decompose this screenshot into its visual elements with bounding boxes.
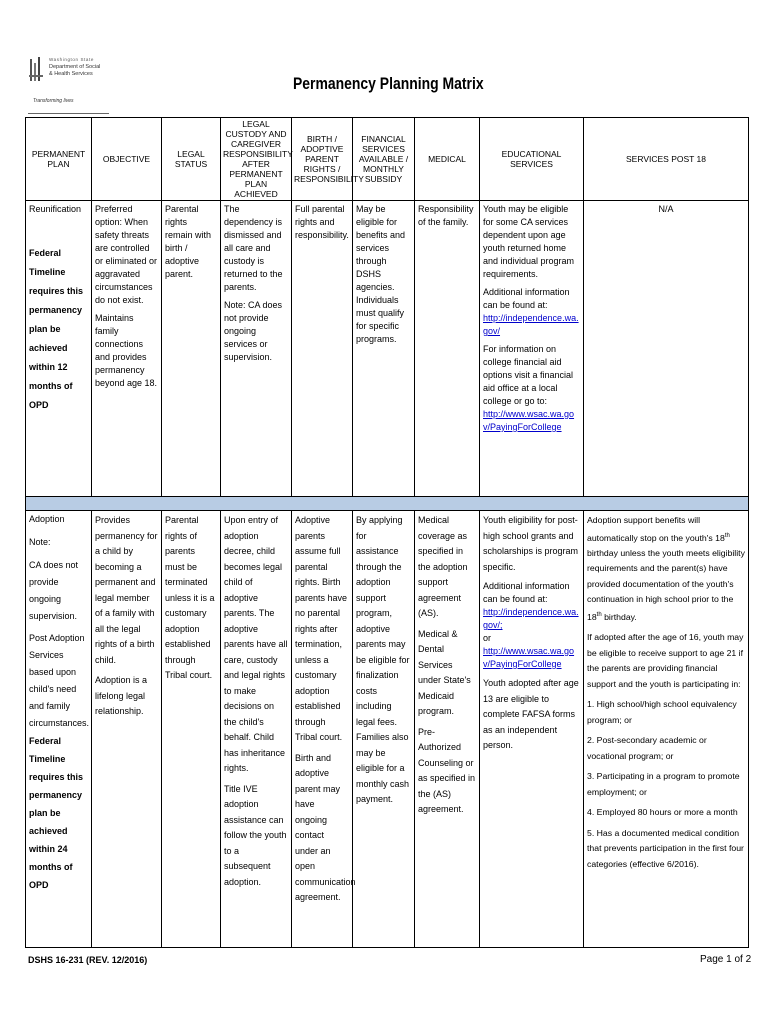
post18-list-item: 1. High school/high school equivalency program; or [587, 699, 737, 725]
post18-list-item: 2. Post-secondary academic or vocational program; or [587, 735, 707, 761]
independence-link[interactable]: http://independence.wa.gov/ [483, 313, 579, 336]
plan-name: Adoption [29, 514, 65, 524]
education-text: Youth eligibility for post-high school grants and scholarships is program specific. [483, 515, 579, 572]
objective-text: Adoption is a lifelong legal relationship. [95, 675, 148, 716]
custody-text: Title IVE adoption assistance can follow the youth to a subsequent adoption. [224, 783, 287, 887]
post18-text: Adoption support benefits will automatically stop on the youth's 18th birthday unless the youth meets eligibility requirements and the parent(s) have provided documentation of the youth's continuation in high school prior to the 18th birthday. [587, 515, 745, 622]
post18-text: If adopted after the age of 16, youth may be eligible to receive support to age 21 if the parents are providing financial support and the youth is participating in: [587, 632, 744, 689]
separator-band [26, 497, 749, 511]
logo-tagline: Transforming lives [33, 98, 74, 104]
cell-education [480, 511, 584, 948]
plan-note-label: Note: [29, 537, 51, 547]
cell-post18 [584, 511, 749, 948]
col-header-objective: OBJECTIVE [92, 118, 162, 201]
post18-list-item: 3. Participating in a program to promote employment; or [587, 771, 740, 797]
cell-legal-status: Parental rights remain with birth / adoptive parent. [162, 201, 221, 497]
logo-state: Washington State [49, 57, 94, 62]
plan-timeline-note: Federal Timeline requires this permanency plan be achieved within 24 months of OPD [29, 736, 84, 890]
permanency-matrix-table [25, 117, 749, 948]
post18-list-item: 4. Employed 80 hours or more a month [587, 807, 738, 818]
header-row [26, 118, 749, 201]
logo-divider [28, 113, 109, 114]
row-separator [26, 497, 749, 511]
custody-text: The dependency is dismissed and all care and custody is returned to the parents. [224, 204, 283, 292]
custody-note: Note: CA does not provide ongoing services or supervision. [224, 300, 283, 362]
col-header-financial: FINANCIAL SERVICES AVAILABLE / MONTHLY SUBSIDY [353, 118, 415, 201]
cell-post18: N/A [584, 201, 749, 497]
logo-dept [49, 64, 109, 77]
plan-text: Post Adoption Services based upon child's need and family circumstances. [29, 633, 90, 728]
cell-objective [92, 511, 162, 948]
education-text: Additional information can be found at: [483, 581, 570, 604]
col-header-post18: SERVICES POST 18 [584, 118, 749, 201]
cell-parent-rights [292, 511, 356, 948]
page-number: Page 1 of 2 [700, 954, 752, 965]
cell-plan [26, 511, 92, 948]
cell-financial: May be eligible for benefits and services through DSHS agencies. Individuals must qualify for specific programs. [353, 201, 415, 497]
table-row-adoption [26, 511, 749, 948]
education-or: or [483, 633, 492, 643]
post18-list-item: 5. Has a documented medical condition that prevents participation in the first four categories (effective 6/2016). [587, 827, 744, 869]
paying-for-college-link[interactable]: http://www.wsac.wa.gov/PayingForCollege [483, 409, 575, 432]
medical-text: Medical coverage as specified in the adoption support agreement (AS). [418, 515, 468, 618]
plan-text: CA does not provide ongoing supervision. [29, 560, 79, 621]
education-text: Additional information can be found at: [483, 287, 570, 310]
form-number: DSHS 16-231 (REV. 12/2016) [28, 955, 148, 965]
cell-objective [92, 201, 162, 497]
col-header-medical: MEDICAL [415, 118, 480, 201]
parent-rights-text: Birth and adoptive parent may have ongoing contact under an open communication agreement. [295, 752, 356, 902]
cell-custody [221, 511, 292, 948]
objective-text: Maintains family connections and provides permanency beyond age 18. [95, 313, 158, 388]
table-row-reunification [26, 201, 749, 497]
page-title: Permanency Planning Matrix [293, 74, 484, 93]
col-header-parent-rights: BIRTH / ADOPTIVE PARENT RIGHTS / RESPONSIBILITY [292, 118, 353, 201]
plan-name: Reunification [29, 204, 82, 214]
medical-text: Medical & Dental Services under State's Medicaid program. [418, 628, 471, 716]
dshs-logo [29, 51, 109, 109]
custody-text: Upon entry of adoption decree, child becomes legal child of adoptive parents. The adoptive parents have all care, custody and legal rights to make decisions on the child's behalf. Child has inheritance rights. [224, 515, 288, 773]
col-header-legal-status: LEGAL STATUS [162, 118, 221, 201]
objective-text: Provides permanency for a child by becoming a permanent and legal member of a family with all the legal rights of a birth child. [95, 515, 158, 665]
independence-link[interactable]: http://independence.wa.gov/; [483, 607, 579, 630]
cell-legal-status: Parental rights of parents must be terminated unless it is a customary adoption established through Tribal court. [162, 511, 221, 948]
col-header-plan: PERMANENT PLAN [26, 118, 92, 201]
dshs-logo-icon [29, 57, 43, 83]
paying-for-college-link[interactable]: http://www.wsac.wa.gov/PayingForCollege [483, 646, 575, 669]
education-text: Youth may be eligible for some CA services dependent upon age youth returned home and individual program requirements. [483, 204, 575, 279]
medical-text: Pre-Authorized Counseling or as specified in the (AS) agreement. [418, 726, 476, 814]
cell-medical: Responsibility of the family. [415, 201, 480, 497]
logo-dept-line2: & Health Services [49, 70, 93, 77]
col-header-education: EDUCATIONAL SERVICES [480, 118, 584, 201]
cell-parent-rights: Full parental rights and responsibility. [292, 201, 353, 497]
plan-timeline-note: Federal Timeline requires this permanency plan be achieved within 12 months of OPD [29, 248, 84, 410]
parent-rights-text: Adoptive parents assume full parental rights. Birth parents have no parental rights after termination, unless a customary adoption established through Tribal court. [295, 515, 348, 742]
col-header-custody: LEGAL CUSTODY AND CAREGIVER RESPONSIBILITY AFTER PERMANENT PLAN ACHIEVED [221, 118, 292, 201]
cell-medical [415, 511, 480, 948]
cell-plan [26, 201, 92, 497]
objective-text: Preferred option: When safety threats are controlled or eliminated or aggravated circumstances do not exist. [95, 204, 158, 305]
education-text: For information on college financial aid options visit a financial aid office at a local college or go to: [483, 344, 574, 406]
education-text: Youth adopted after age 13 are eligible to complete FAFSA forms as an independent person. [483, 678, 579, 750]
logo-dept-line1: Department of Social [49, 64, 101, 70]
cell-custody [221, 201, 292, 497]
cell-financial: By applying for assistance through the adoption support program, adoptive parents may be eligible for finalization costs including legal fees. Families also may be eligible for a monthly cash payment. [353, 511, 415, 948]
cell-education [480, 201, 584, 497]
